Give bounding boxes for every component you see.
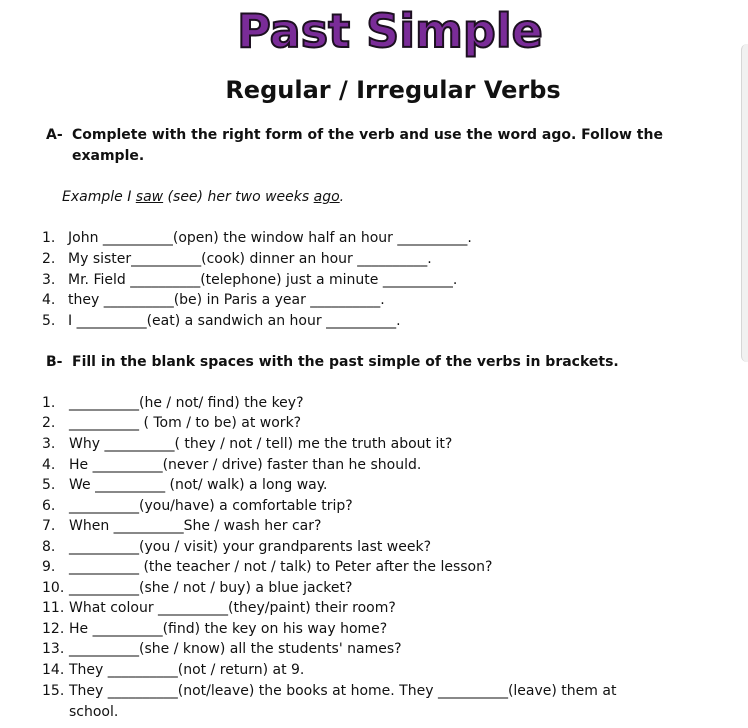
item-text: __________ ( Tom / to be) at work? — [69, 415, 302, 431]
section-a-instruction: Complete with the right form of the verb and use the word ago. Follow the example. — [72, 127, 663, 164]
section-a-letter: A- — [46, 127, 63, 143]
item-number: 11. — [42, 600, 65, 616]
item-number: 2. — [42, 251, 56, 267]
item-text: They __________(not/leave) the books at home. They __________(leave) them at — [69, 683, 617, 699]
example-end: . — [339, 189, 345, 205]
section-a-heading — [46, 125, 663, 164]
section-b-letter: B- — [46, 354, 63, 370]
item-text: What colour __________(they/paint) their room? — [69, 600, 396, 616]
item-text: __________(you / visit) your grandparents last week? — [69, 539, 432, 555]
item-text: __________(you/have) a comfortable trip? — [69, 498, 353, 514]
item-text: Why __________( they / not / tell) me the truth about it? — [69, 436, 453, 452]
item-number: 4. — [42, 457, 56, 473]
item-number: 10. — [42, 580, 65, 596]
example-verb: saw — [135, 189, 164, 205]
item-number: 2. — [42, 415, 56, 431]
item-text: Mr. Field __________(telephone) just a minute __________. — [68, 272, 458, 288]
item-number: 5. — [42, 477, 56, 493]
item-text: __________(he / not/ find) the key? — [69, 395, 304, 411]
item-number: 1. — [42, 230, 56, 246]
item-number: 12. — [42, 621, 65, 637]
item-number: 4. — [42, 292, 56, 308]
page-subtitle: Regular / Irregular Verbs — [225, 76, 561, 104]
section-b-heading — [46, 352, 619, 373]
item-text: I __________(eat) a sandwich an hour __________. — [68, 313, 401, 329]
example-prefix: Example I — [62, 189, 136, 205]
item-text: He __________(find) the key on his way home? — [69, 621, 388, 637]
item-text: school. — [69, 704, 119, 720]
item-number: 9. — [42, 559, 56, 575]
item-text: We __________ (not/ walk) a long way. — [69, 477, 328, 493]
item-number: 15. — [42, 683, 65, 699]
item-number: 1. — [42, 395, 56, 411]
item-text: They __________(not / return) at 9. — [69, 662, 305, 678]
example-middle: (see) her two weeks — [163, 189, 314, 205]
section-b-instruction: Fill in the blank spaces with the past simple of the verbs in brackets. — [72, 354, 619, 370]
item-text: __________(she / not / buy) a blue jacket? — [69, 580, 353, 596]
item-number: 6. — [42, 498, 56, 514]
page-title: Past Simple — [237, 4, 543, 58]
item-number: 3. — [42, 436, 56, 452]
item-text: He __________(never / drive) faster than he should. — [69, 457, 422, 473]
item-text: they __________(be) in Paris a year __________. — [68, 292, 385, 308]
section-a-example — [62, 189, 344, 205]
item-number: 13. — [42, 641, 65, 657]
item-text: __________(she / know) all the students' names? — [69, 641, 402, 657]
item-number: 8. — [42, 539, 56, 555]
item-number: 3. — [42, 272, 56, 288]
item-text: My sister__________(cook) dinner an hour __________. — [68, 251, 432, 267]
example-ago: ago — [313, 189, 340, 205]
item-number: 14. — [42, 662, 65, 678]
item-text: John __________(open) the window half an hour __________. — [68, 230, 472, 246]
item-number: 7. — [42, 518, 56, 534]
item-text: When __________She / wash her car? — [69, 518, 322, 534]
item-text: __________ (the teacher / not / talk) to Peter after the lesson? — [69, 559, 493, 575]
item-number: 5. — [42, 313, 56, 329]
